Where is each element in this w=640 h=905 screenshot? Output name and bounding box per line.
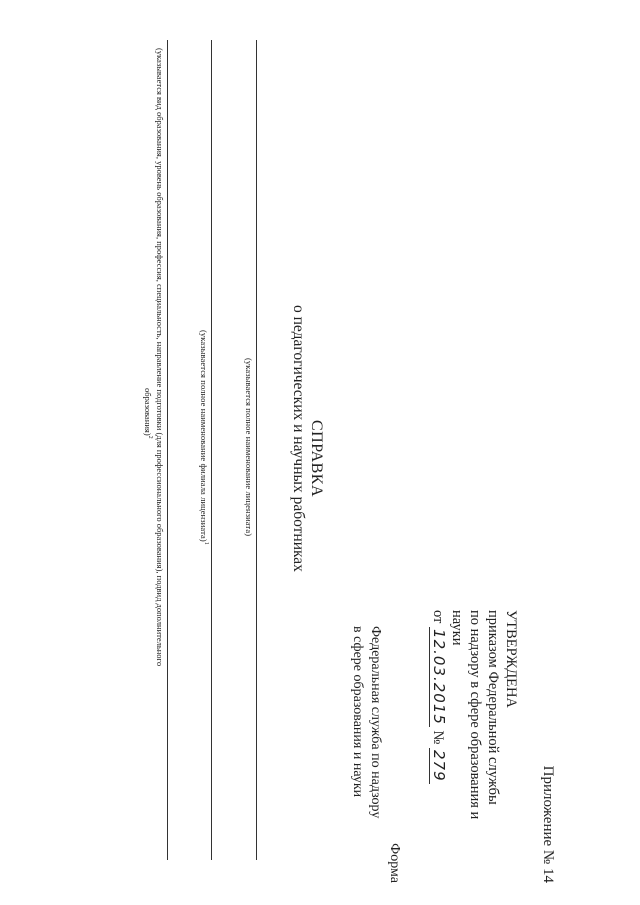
approval-block: [429, 610, 520, 819]
document-subtitle: о педагогических и научных работниках: [290, 305, 307, 572]
document-title: СПРАВКА: [308, 420, 325, 498]
branch-name-caption-text: (указывается полное наименование филиала лицензиата): [199, 330, 209, 542]
branch-footnote-mark: 1: [202, 541, 209, 545]
approved-agency-line-end: науки: [449, 610, 465, 646]
branch-name-line: [211, 40, 212, 860]
approved-agency-line: по надзору в сфере образования и: [467, 610, 483, 820]
program-line: [167, 40, 168, 860]
program-caption-line2: [143, 388, 153, 439]
order-line: [429, 610, 448, 819]
licensee-name-line: [256, 40, 257, 860]
program-caption-line2-text: образования): [143, 388, 153, 436]
order-number-prefix: №: [430, 730, 446, 745]
agency-name: [348, 626, 384, 818]
agency-name-line2: в сфере образования и науки: [350, 626, 365, 798]
branch-name-caption: [199, 330, 209, 545]
order-number-handwritten: 279: [430, 750, 448, 782]
program-caption: (указывается вид образования, уровень образования, профессия, специальность, направление подготовки (для профессионального образования), подвид дополнительного: [155, 48, 165, 667]
annex-number: Приложение № 14: [540, 765, 556, 883]
approved-by-line: приказом Федеральной службы: [485, 610, 501, 805]
order-date-prefix: от: [430, 610, 446, 624]
program-footnote-mark: 2: [146, 435, 153, 439]
licensee-name-caption: (указывается полное наименование лицензиата): [244, 358, 254, 537]
approved-stamp: УТВЕРЖДЕНА: [503, 610, 519, 708]
form-label: Форма: [387, 843, 402, 883]
order-date-handwritten: 12.03.2015: [430, 629, 448, 725]
agency-name-line1: Федеральная служба по надзору: [368, 626, 383, 819]
